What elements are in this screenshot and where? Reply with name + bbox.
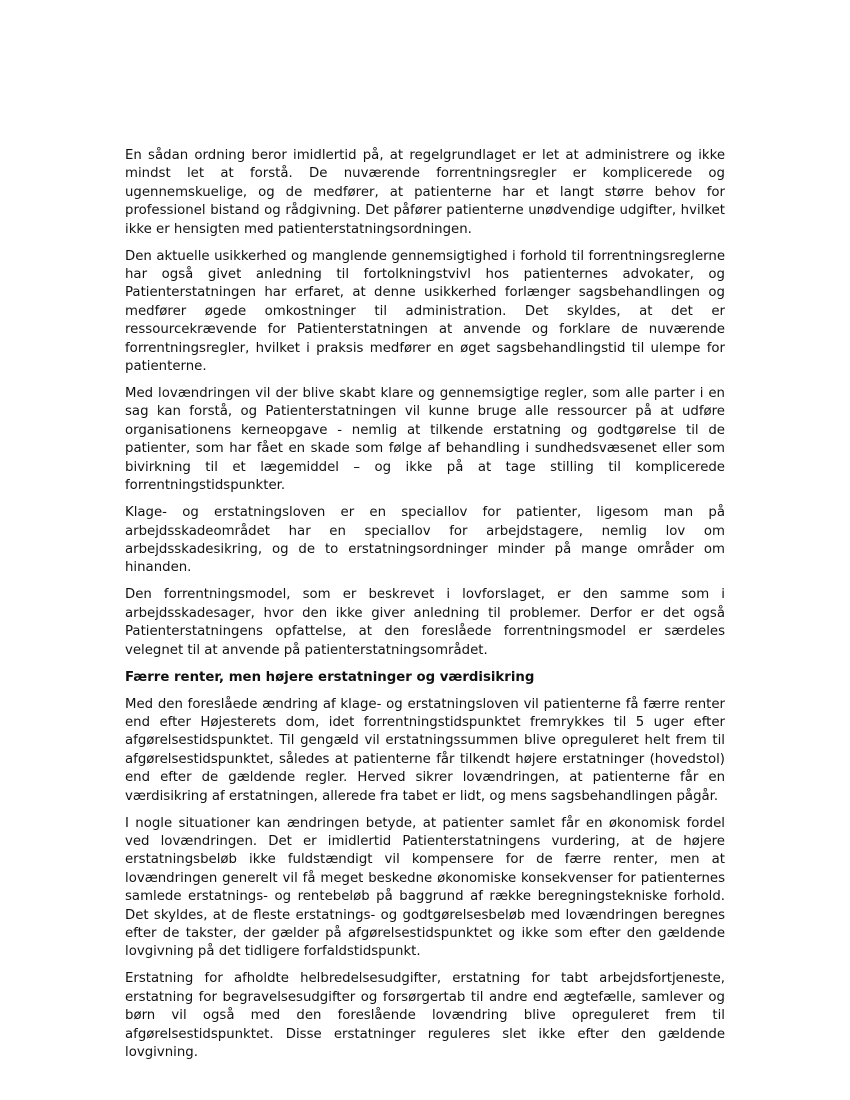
paragraph-compensation-types: Erstatning for afholdte helbredelsesudgifter, erstatning for tabt arbejdsfortjeneste, erstatning for begravelsesudgifter og forsørgertab til andre end ægtefælle, samlever og børn vil også med den foreslående lovændring blive opreguleret frem til afgørelsestidspunktet. Disse erstatninger reguleres slet ikke efter den gældende lovgivning. [125,971,725,1061]
paragraph-uncertainty: Den aktuelle usikkerhed og manglende gennemsigtighed i forhold til forrentningsreglerne har også givet anledning til fortolkningstvivl hos patienternes advokater, og Patienterstatningen har erfaret, at denne usikkerhed forlænger sagsbehandlingen og medfører øgede omkostninger til administration. Det skyldes, at det er ressourcekrævende for Patienterstatningen at anvende og forklare de nuværende forrentningsregler, hvilket i praksis medfører en øget sagsbehandlingstid til ulempe for patienterne. [125,248,725,375]
paragraph-economic-advantage: I nogle situationer kan ændringen betyde, at patienter samlet får en økonomisk fordel ved lovændringen. Det er imidlertid Patienterstatningens vurdering, at de højere erstatningsbeløb ikke fuldstændigt vil kompensere for de færre renter, men at lovændringen generelt vil få meget beskedne økonomiske konsekvenser for patienternes samlede erstatnings- og rentebeløb på baggrund af række beregningstekniske forhold. Det skyldes, at de fleste erstatnings- og godtgørelsesbeløb med lovændringen beregnes efter de takster, der gælder på afgørelsestidspunktet og ikke som efter den gældende lovgivning på det tidligere forfaldstidspunkt. [125,815,725,960]
document-page [125,147,725,1071]
paragraph-law-change: Med lovændringen vil der blive skabt klare og gennemsigtige regler, som alle parter i en sag kan forstå, og Patienterstatningen vil kunne bruge alle ressourcer på at udføre organisationens kerneopgave - nemlig at tilkende erstatning og godtgørelse til de patienter, som har fået en skade som følge af behandling i sundhedsvæsenet eller som bivirkning til et lægemiddel – og ikke på at tage stilling til komplicerede forrentningstidspunkter. [125,386,725,494]
paragraph-administration: En sådan ordning beror imidlertid på, at regelgrundlaget er let at administrere og ikke mindst let at forstå. De nuværende forrentningsregler er komplicerede og ugennemskuelige, og de medfører, at patienterne har et langt større behov for professionel bistand og rådgivning. Det påfører patienterne unødvendige udgifter, hvilket ikke er hensigten med patienterstatningsordningen. [125,148,725,237]
section-heading: Færre renter, men højere erstatninger og værdisikring [125,669,535,685]
paragraph-interest-model: Den forrentningsmodel, som er beskrevet i lovforslaget, er den samme som i arbejdsskadesager, hvor den ikke giver anledning til problemer. Derfor er det også Patienterstatningens opfattelse, at den foreslåede forrentningsmodel er særdeles velegnet til at anvende på patienterstatningsområdet. [125,587,725,658]
paragraph-fewer-interest: Med den foreslåede ændring af klage- og erstatningsloven vil patienterne få færre renter end efter Højesterets dom, idet forrentningstidspunktet fremrykkes til 5 uger efter afgørelsestidspunktet. Til gengæld vil erstatningssummen blive opreguleret helt frem til afgørelsestidspunktet, således at patienterne får tilkendt højere erstatninger (hovedstol) end efter de gældende regler. Herved sikrer lovændringen, at patienterne får en værdisikring af erstatningen, allerede fra tabet er lidt, og mens sagsbehandlingen pågår. [125,696,725,804]
paragraph-special-law: Klage- og erstatningsloven er en speciallov for patienter, ligesom man på arbejdsskadeområdet har en speciallov for arbejdstagere, nemlig lov om arbejdsskadesikring, og de to erstatningsordninger minder på mange områder om hinanden. [125,505,725,576]
